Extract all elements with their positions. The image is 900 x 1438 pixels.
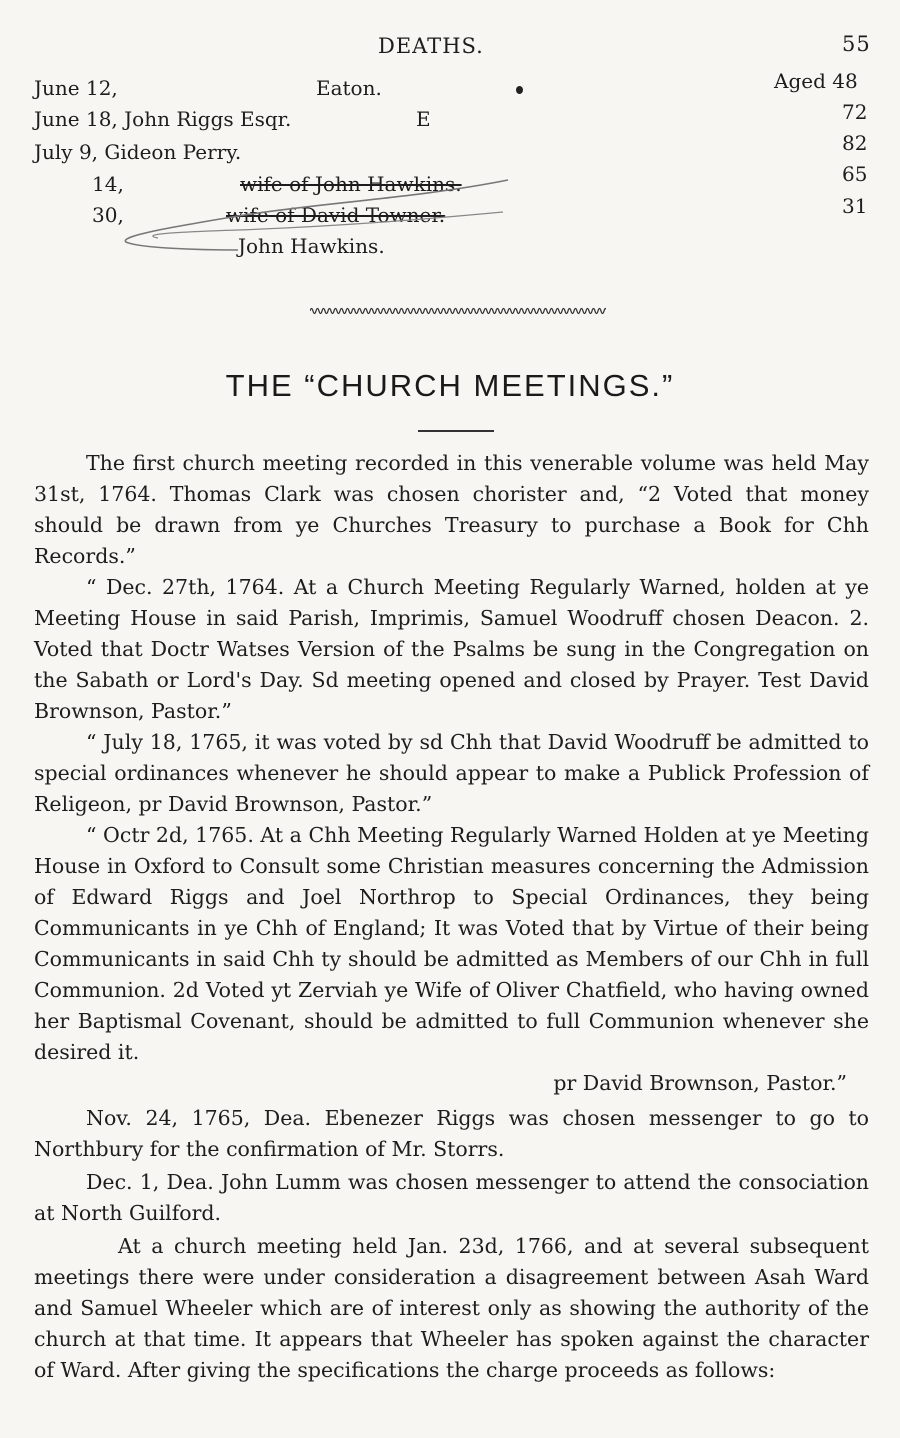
ink-blot [516,86,523,94]
ornamental-divider [310,304,606,318]
paragraph: At a church meeting held Jan. 23d, 1766, and at several subsequent meetings there were under consideration a disagreement between Asah Ward and Samuel Wheeler which are of interest only as showing the authority of the church at that time. It appears that Wheeler has spoken against the character of Ward. After giving the specifications the charge proceeds as follows: [34,1234,869,1382]
death-date: June 18, John Riggs Esqr. [34,107,292,131]
death-age: 65 [842,162,868,186]
struck-name: wife of John Hawkins. [240,172,462,196]
death-date: 30, [92,203,124,227]
death-name: John Hawkins. [238,234,385,258]
body-text [34,448,869,1386]
death-name: Eaton. [316,76,382,100]
paragraph: “ Dec. 27th, 1764. At a Church Meeting Regularly Warned, holden at ye Meeting House in said Parish, Imprimis, Samuel Woodruff chosen Deacon. 2. Voted that Doctr Watses Version of the Psalms be sung in the Congregation on the Sabath or Lord's Day. Sd meeting opened and closed by Prayer. Test David Brownson, Pastor.” [34,575,869,723]
title-rule [418,430,494,432]
death-date: July 9, Gideon Perry. [34,140,242,164]
signature-line: pr David Brownson, Pastor.” [553,1071,847,1095]
section-title: THE “CHURCH MEETINGS.” [225,368,675,403]
running-header: DEATHS. [378,34,484,58]
death-age: 72 [842,100,868,124]
paragraph: “ July 18, 1765, it was voted by sd Chh that David Woodruff be admitted to special ordinances whenever he should appear to make a Publick Profession of Religeon, pr David Brownson, Pastor.” [34,730,869,816]
death-age: 31 [842,194,868,218]
death-age: Aged 48 [774,69,858,93]
pencil-bracket-mark [118,168,518,258]
paragraph: “ Octr 2d, 1765. At a Chh Meeting Regularly Warned Holden at ye Meeting House in Oxford to Consult some Christian measures concerning the Admission of Edward Riggs and Joel Northrop to Special Ordinances, they being Communicants in ye Chh of England; It was Voted that by Virtue of their being Communicants in said Chh ty should be admitted as Members of our Chh in full Communion. 2d Voted yt Zerviah ye Wife of Oliver Chatfield, who having owned her Baptismal Covenant, should be admitted to full Communion whenever she desired it. [34,823,869,1064]
paragraph: Dec. 1, Dea. John Lumm was chosen messenger to attend the consociation at North Guilford. [34,1170,869,1225]
death-date: 14, [92,172,124,196]
struck-name: wife of David Towner. [226,203,446,227]
paragraph: Nov. 24, 1765, Dea. Ebenezer Riggs was chosen messenger to go to Northbury for the confirmation of Mr. Storrs. [34,1106,869,1161]
paragraph: The first church meeting recorded in this venerable volume was held May 31st, 1764. Thomas Clark was chosen chorister and, “2 Voted that money should be drawn from ye Churches Treasury to purchase a Book for Chh Records.” [34,451,869,568]
death-mark: E [416,107,431,131]
death-date: June 12, [34,76,118,100]
death-age: 82 [842,131,868,155]
page-number: 55 [842,32,871,56]
